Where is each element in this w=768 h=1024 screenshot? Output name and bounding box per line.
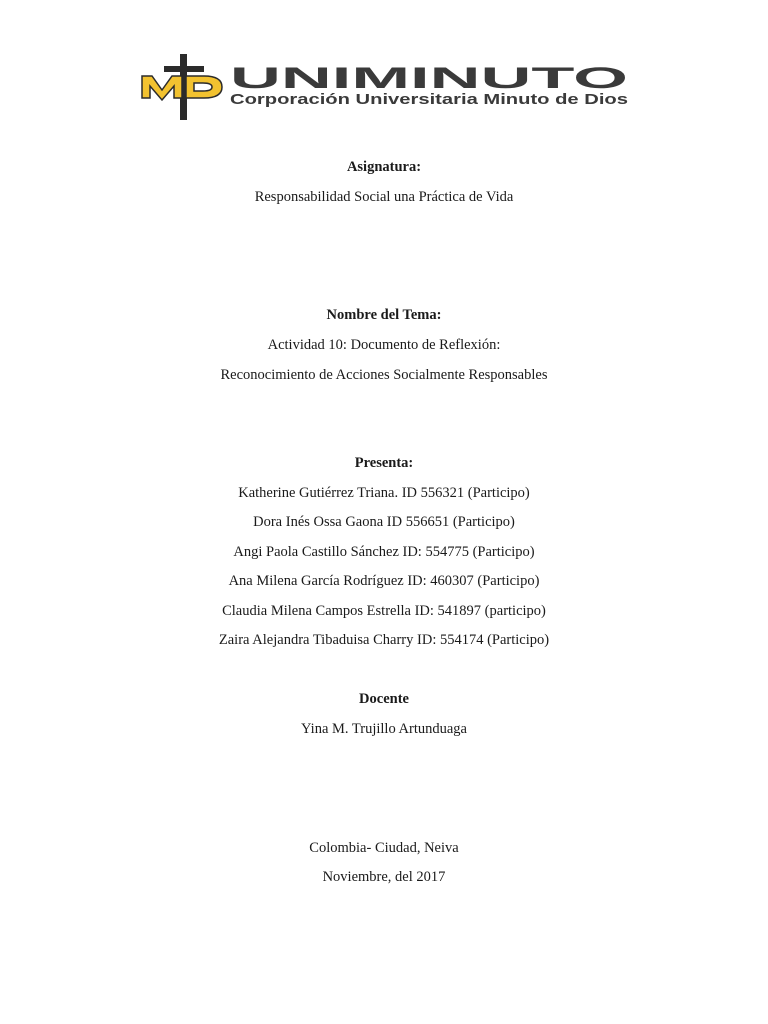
asignatura-value: Responsabilidad Social una Práctica de Vida	[254, 189, 514, 205]
brand-tagline: Corporación Universitaria Minuto de Dios	[230, 91, 628, 108]
author-line: Katherine Gutiérrez Triana. ID 556321 (Participo)	[238, 485, 530, 501]
footer-date: Noviembre, del 2017	[322, 869, 446, 885]
author-line: Claudia Milena Campos Estrella ID: 541897 (participo)	[222, 603, 546, 619]
author-line: Zaira Alejandra Tibaduisa Charry ID: 554174 (Participo)	[218, 632, 550, 648]
tema-heading: Nombre del Tema:	[326, 307, 442, 323]
asignatura-heading: Asignatura:	[346, 159, 422, 175]
docente-heading: Docente	[359, 691, 409, 707]
presenta-heading: Presenta:	[354, 455, 414, 471]
tema-line-2: Reconocimiento de Acciones Socialmente Responsables	[220, 367, 548, 383]
author-line: Dora Inés Ossa Gaona ID 556651 (Participo)	[253, 514, 515, 530]
uniminuto-logo	[138, 52, 638, 124]
author-line: Ana Milena García Rodríguez ID: 460307 (Participo)	[228, 573, 540, 589]
monogram-d-shape	[186, 76, 222, 98]
footer-location: Colombia- Ciudad, Neiva	[309, 840, 459, 856]
cross-horizontal	[164, 66, 204, 72]
monogram-m-shape	[142, 76, 182, 100]
tema-line-1: Actividad 10: Documento de Reflexión:	[267, 337, 501, 353]
brand-name: UNIMINUTO	[230, 62, 628, 95]
docente-name: Yina M. Trujillo Artunduaga	[301, 721, 467, 737]
author-line: Angi Paola Castillo Sánchez ID: 554775 (Participo)	[233, 544, 535, 560]
